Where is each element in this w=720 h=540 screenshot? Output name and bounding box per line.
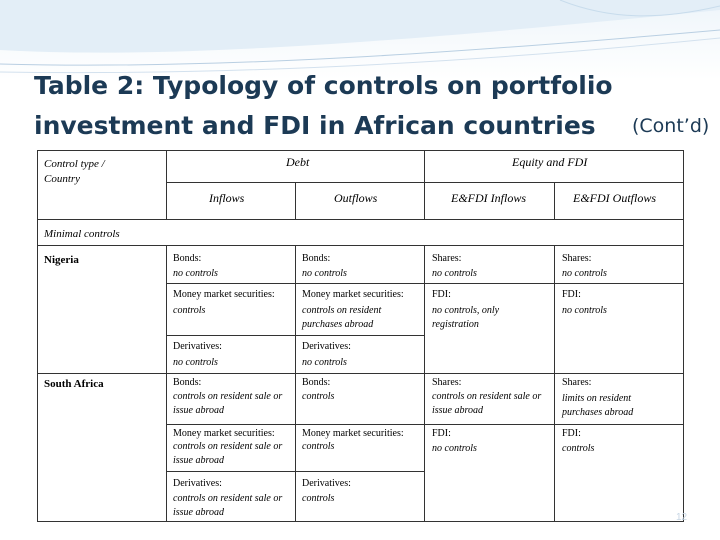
cell-value: no controls [302,268,347,279]
cell-value: no controls [432,443,477,454]
cell-value: controls [562,443,595,454]
cell-label: FDI: [432,428,451,439]
country-divider-line [38,373,683,374]
country-south-africa: South Africa [44,378,104,390]
header-control-type: Control type / [44,158,105,170]
cell-value: controls on resident sale or issue abroad [173,493,283,518]
cell-value: no controls [432,268,477,279]
cell-label: FDI: [562,289,581,300]
cell-label: Bonds: [173,377,202,388]
cell-value: controls on resident purchases abroad [302,305,382,330]
header-inflows: Inflows [209,191,245,205]
cell-value: no controls [302,357,347,368]
slide-title-main: Table 2: Typology of controls on portfolio investment and FDI in African countries [34,71,613,140]
cell-value: no controls [173,268,218,279]
col-divider-1 [166,151,167,219]
cell-label: Money market securities: [173,289,275,300]
col-divider-3b [424,245,425,521]
col-divider-2 [295,182,296,219]
cell-value: controls on resident sale or issue abroad [173,441,283,466]
cell-label: Money market securities: [302,428,404,439]
controls-table [37,150,684,522]
cell-value: no controls [562,305,607,316]
header-bottom-line [38,219,683,220]
cell-label: FDI: [432,289,451,300]
slide-title-suffix: (Cont’d) [632,115,710,137]
header-equity-fdi: Equity and FDI [512,155,588,169]
section-row-line [38,245,683,246]
cell-value: no controls, only registration [432,305,500,330]
cell-label: Shares: [432,253,462,264]
cell-value: controls [302,441,335,452]
cell-value: limits on resident purchases abroad [562,393,634,418]
cell-value: controls on resident sale or issue abroad [173,391,283,416]
cell-label: Shares: [432,377,462,388]
cell-label: Money market securities: [173,428,275,439]
cell-value: no controls [173,357,218,368]
section-minimal-controls: Minimal controls [44,228,120,240]
cell-label: Bonds: [302,377,331,388]
col-divider-2b [295,245,296,521]
cell-label: Bonds: [302,253,331,264]
cell-label: FDI: [562,428,581,439]
cell-label: Derivatives: [173,478,222,489]
col-divider-4 [554,182,555,219]
cell-value: controls [302,493,335,504]
header-efdi-inflows: E&FDI Inflows [451,191,526,205]
cell-value: no controls [562,268,607,279]
cell-label: Money market securities: [302,289,404,300]
header-outflows: Outflows [334,191,378,205]
cell-label: Shares: [562,377,592,388]
slide-title [34,66,720,146]
page-number: 12 [676,512,688,523]
cell-label: Bonds: [173,253,202,264]
cell-label: Derivatives: [173,341,222,352]
cell-value: controls [302,391,335,402]
cell-label: Shares: [562,253,592,264]
cell-value: controls on resident sale or issue abroad [432,391,542,416]
cell-value: controls [173,305,206,316]
cell-label: Derivatives: [302,478,351,489]
country-nigeria: Nigeria [44,254,79,266]
col-divider-1b [166,245,167,521]
cell-label: Derivatives: [302,341,351,352]
header-efdi-outflows: E&FDI Outflows [573,191,656,205]
col-divider-4b [554,245,555,521]
header-country: Country [44,173,81,185]
header-debt: Debt [286,155,310,169]
col-divider-3 [424,151,425,219]
